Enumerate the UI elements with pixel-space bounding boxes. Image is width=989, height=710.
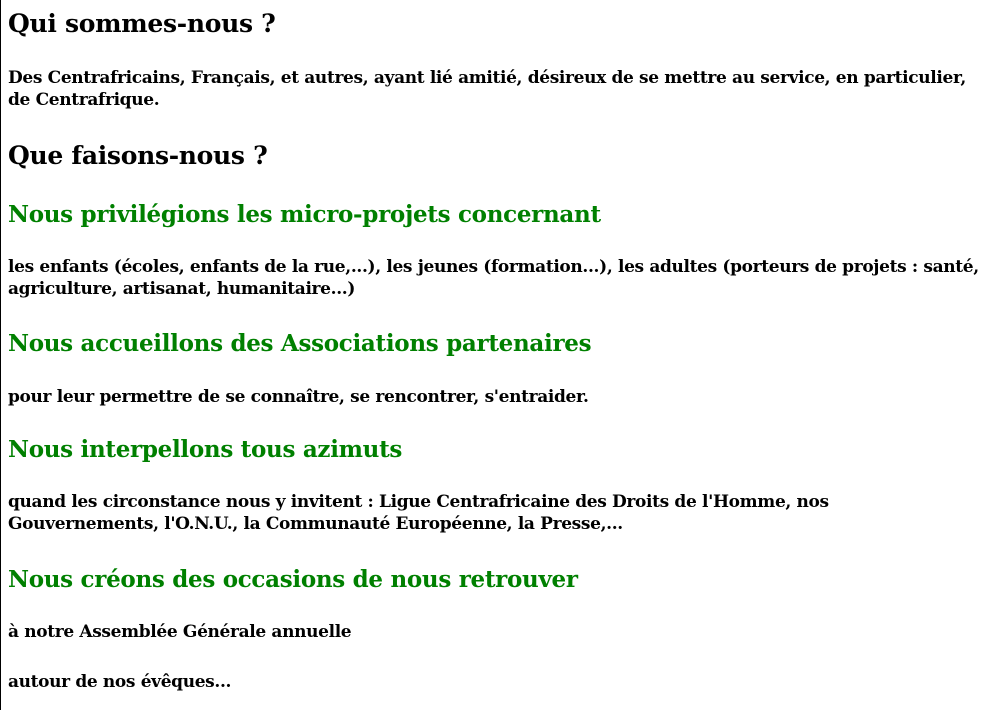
left-border-line bbox=[0, 0, 1, 710]
heading-associations-partenaires: Nous accueillons des Associations partenaires bbox=[8, 330, 592, 357]
text-eveques: autour de nos évêques... bbox=[8, 672, 232, 692]
text-interpellons: quand les circonstance nous y invitent : Ligue Centrafricaine des Droits de l'Homme, nos Gouvernements, l'O.N.U., la Communauté Européenne, la Presse,... bbox=[8, 492, 829, 534]
text-assemblee-generale: à notre Assemblée Générale annuelle bbox=[8, 622, 352, 642]
text-associations-partenaires: pour leur permettre de se connaître, se rencontrer, s'entraider. bbox=[8, 387, 589, 407]
heading-micro-projets: Nous privilégions les micro-projets concernant bbox=[8, 201, 601, 228]
text-micro-projets: les enfants (écoles, enfants de la rue,...), les jeunes (formation...), les adultes (porteurs de projets : santé, agriculture, artisanat, humanitaire...) bbox=[8, 257, 979, 299]
heading-interpellons: Nous interpellons tous azimuts bbox=[8, 436, 403, 463]
text-qui-sommes-nous: Des Centrafricains, Français, et autres, ayant lié amitié, désireux de se mettre au service, en particulier, de Centrafrique. bbox=[8, 68, 966, 110]
heading-que-faisons-nous: Que faisons-nous ? bbox=[8, 141, 268, 170]
heading-qui-sommes-nous: Qui sommes-nous ? bbox=[8, 9, 276, 38]
heading-occasions: Nous créons des occasions de nous retrouver bbox=[8, 566, 578, 593]
